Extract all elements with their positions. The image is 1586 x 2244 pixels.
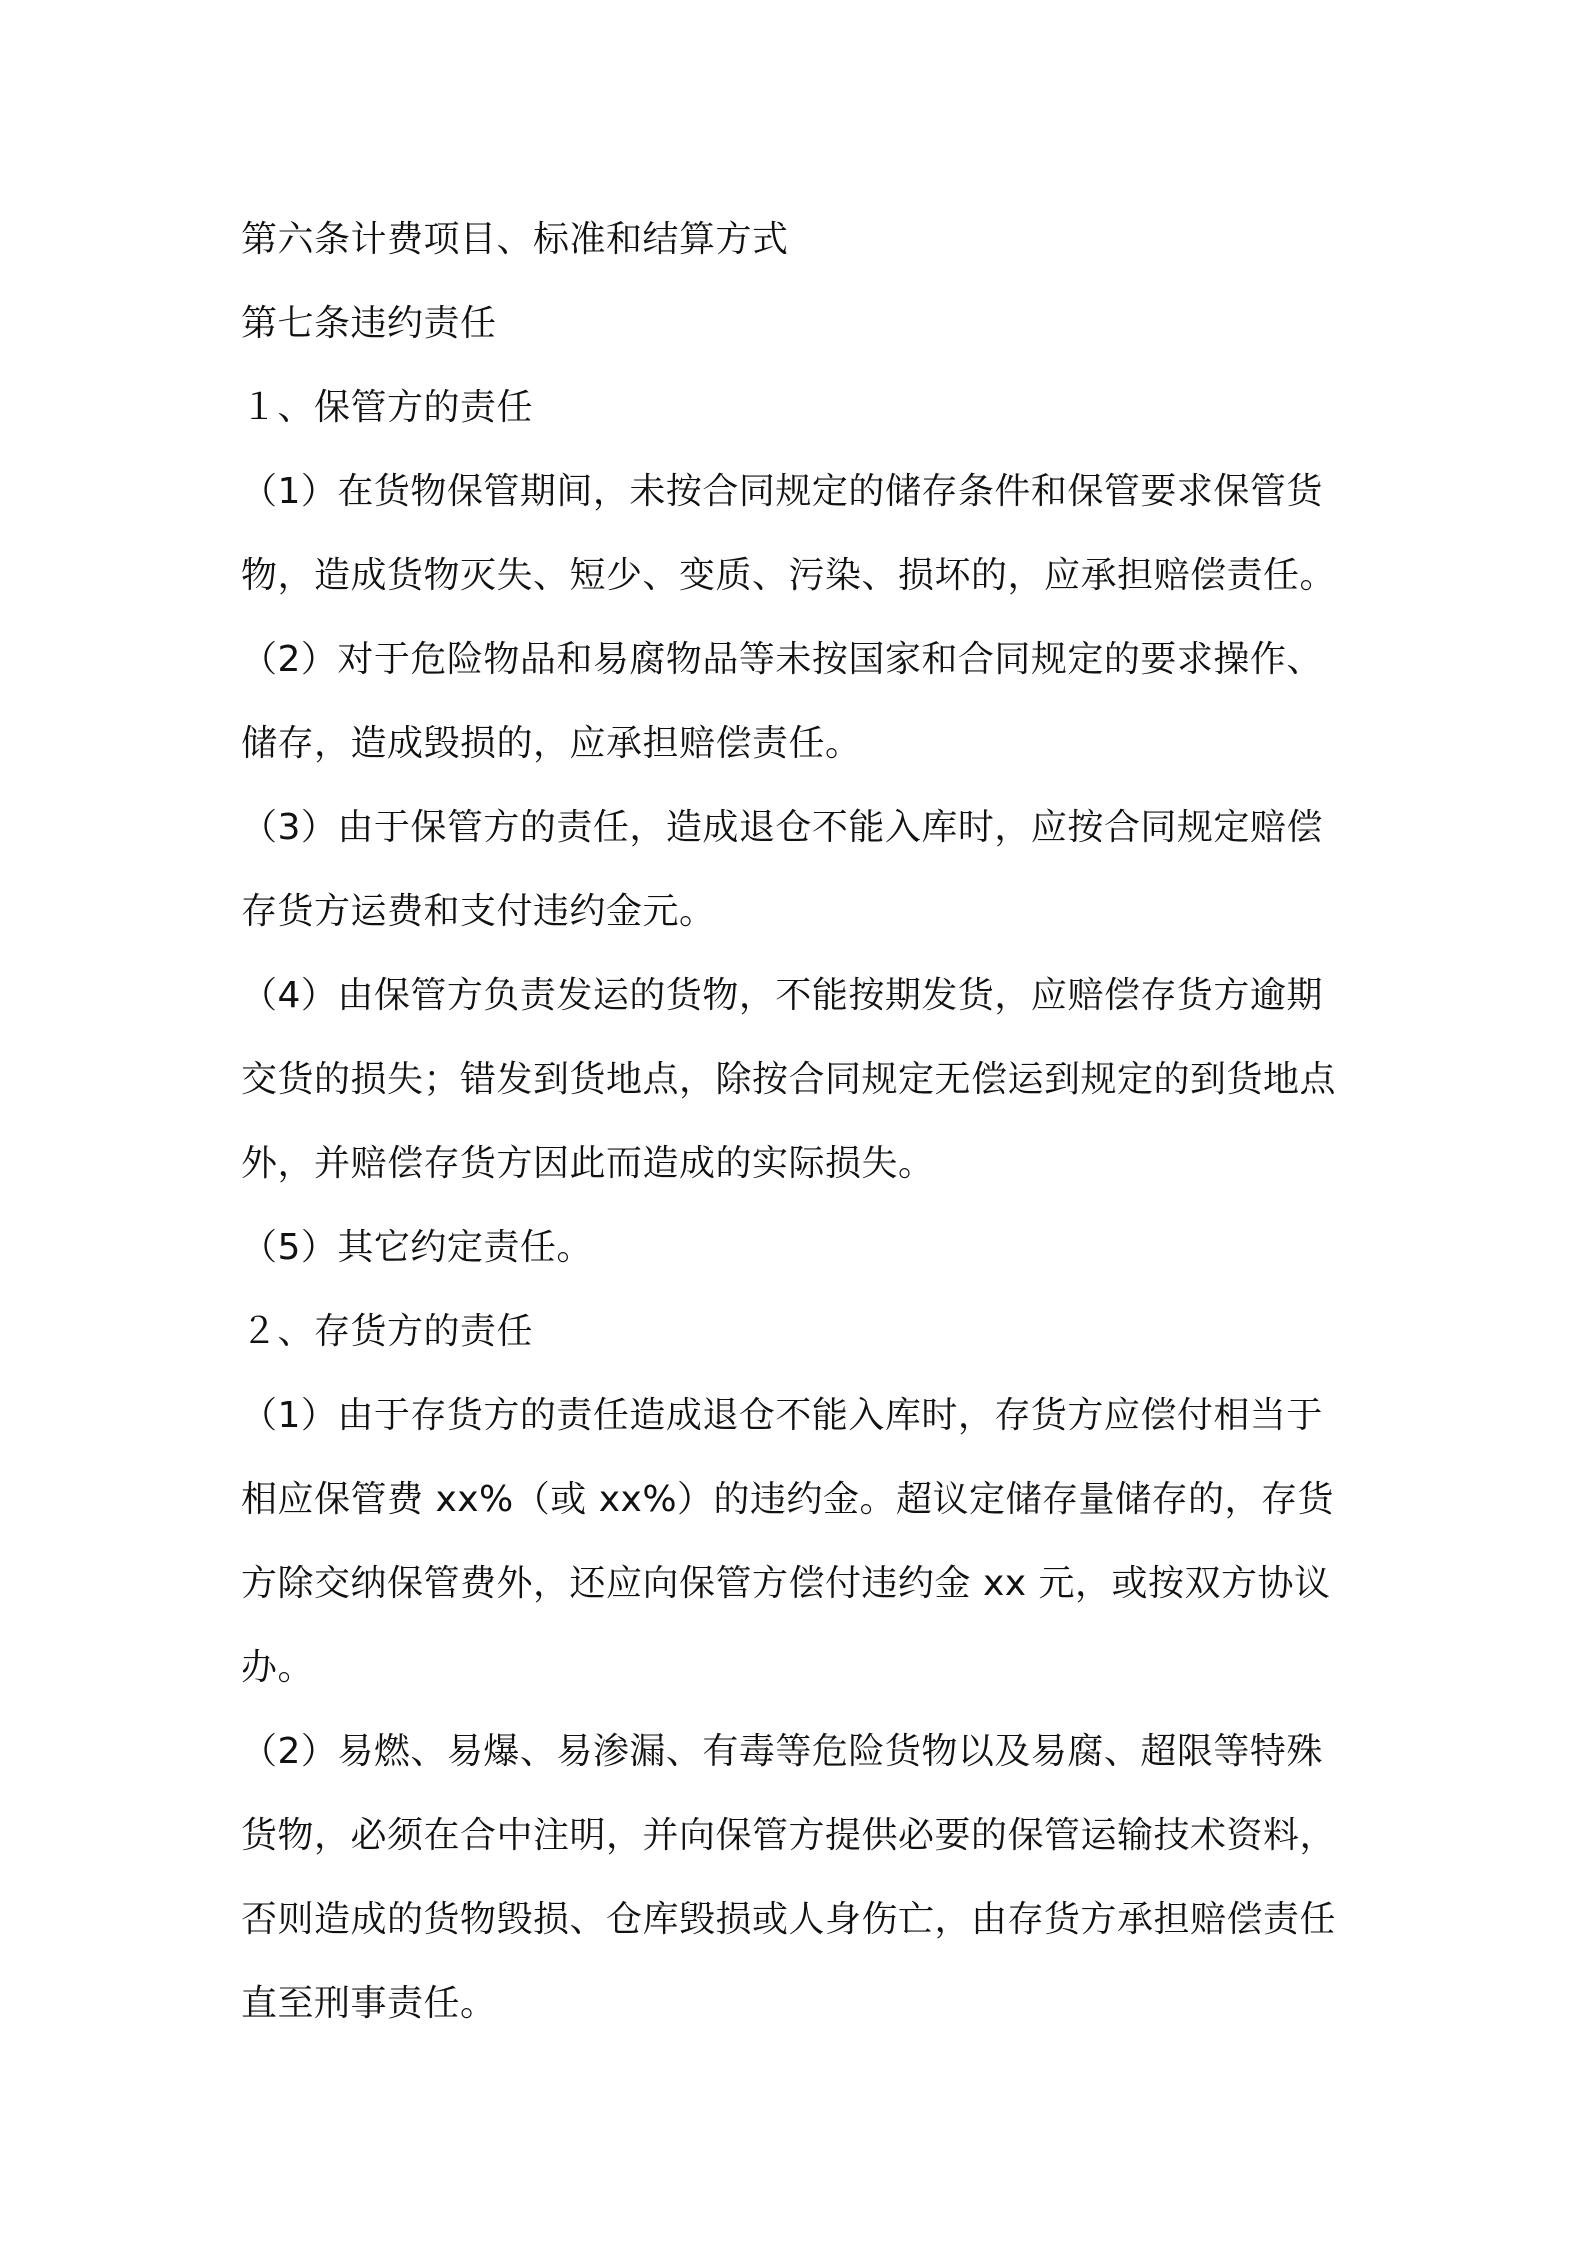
clause-text-line: （1）在货物保管期间，未按合同规定的储存条件和保管要求保管货 — [241, 471, 1323, 512]
clause-text-line: （5）其它约定责任。 — [241, 1227, 593, 1268]
clause-text-line: 货物，必须在合中注明，并向保管方提供必要的保管运输技术资料， — [241, 1815, 1337, 1856]
section-depositor-responsibility: ２、存货方的责任 — [241, 1311, 534, 1352]
clause-text-line: 存货方运费和支付违约金元。 — [241, 891, 716, 932]
article-seven-heading: 第七条违约责任 — [241, 303, 497, 344]
clause-text-line: 储存，造成毁损的，应承担赔偿责任。 — [241, 723, 862, 764]
article-six-heading: 第六条计费项目、标准和结算方式 — [241, 219, 789, 260]
clause-text-line: （2）易燃、易爆、易渗漏、有毒等危险货物以及易腐、超限等特殊 — [241, 1731, 1323, 1772]
clause-text-line: 方除交纳保管费外，还应向保管方偿付违约金 xx 元，或按双方协议 — [241, 1563, 1331, 1604]
clause-text-line: 否则造成的货物毁损、仓库毁损或人身伤亡，由存货方承担赔偿责任 — [241, 1899, 1337, 1940]
clause-text-line: 办。 — [241, 1647, 315, 1688]
clause-text-line: 物，造成货物灭失、短少、变质、污染、损坏的，应承担赔偿责任。 — [241, 555, 1337, 596]
clause-text-line: （1）由于存货方的责任造成退仓不能入库时，存货方应偿付相当于 — [241, 1395, 1323, 1436]
clause-text-line: 交货的损失；错发到货地点，除按合同规定无偿运到规定的到货地点 — [241, 1059, 1337, 1100]
clause-text-line: （2）对于危险物品和易腐物品等未按国家和合同规定的要求操作、 — [241, 639, 1323, 680]
clause-text-line: 外，并赔偿存货方因此而造成的实际损失。 — [241, 1143, 935, 1184]
section-custodian-responsibility: １、保管方的责任 — [241, 387, 534, 428]
clause-text-line: （3）由于保管方的责任，造成退仓不能入库时，应按合同规定赔偿 — [241, 807, 1323, 848]
clause-text-line: （4）由保管方负责发运的货物，不能按期发货，应赔偿存货方逾期 — [241, 975, 1323, 1016]
clause-text-line: 直至刑事责任。 — [241, 1983, 497, 2024]
clause-text-line: 相应保管费 xx%（或 xx%）的违约金。超议定储存量储存的，存货 — [241, 1479, 1335, 1520]
document-body — [241, 198, 1351, 2046]
